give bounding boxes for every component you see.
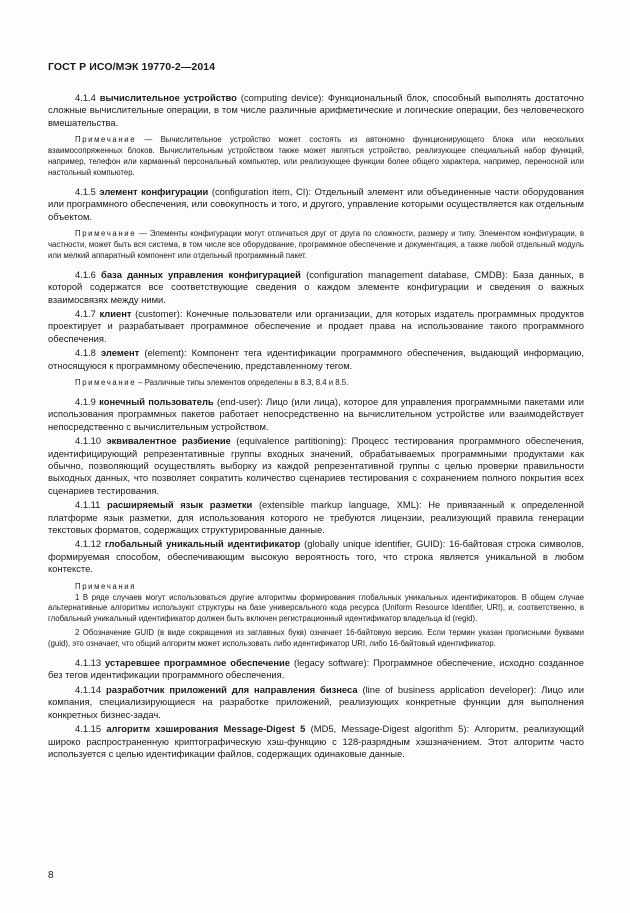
defined-term: алгоритм хэширования Message-Digest 5 xyxy=(106,723,306,735)
definition-text: (computing device): Функциональный блок, способный выполнять достаточно сложные вычислительные операции, в том числе различные арифметические и логические операции, без человеческого вмешательства. xyxy=(48,92,584,128)
defined-term: вычислительное устройство xyxy=(99,92,237,103)
definition-paragraph xyxy=(48,396,584,433)
clause-number: 4.1.5 xyxy=(75,185,96,197)
note-text: — Вычислительное устройство может состоять из автономно функционирующего блока или нескольких взаимосопряженных блоков. Вычислительным устройством также может являться устройство, реализующее специальный набор функций, например, телефон или карманный персональный компьютер, или реализующее функции более общего характера, например, переносной или настольный компьютер. xyxy=(48,135,584,177)
definition-text: (extensible markup language, XML): Не привязанный к определенной платформе язык разметки, для использования которого не требуются лицензии, реализующий правила генерации текстовых форматов, содержащих структурированные данные. xyxy=(48,499,584,535)
clause-number: 4.1.14 xyxy=(75,683,102,695)
note-label: Примечание xyxy=(75,135,137,145)
defined-term: расширяемый язык разметки xyxy=(107,499,253,511)
definition-text: (end-user): Лицо (или лица), которое для управления программными пакетами или использования программных пакетов работает непосредственно на вычислительном устройстве или взаимодействует непосредственно с вычислительным устройством. xyxy=(48,395,585,432)
definition-paragraph xyxy=(48,684,584,721)
clause-number: 4.1.7 xyxy=(75,308,96,319)
defined-term: разработчик приложений для направления бизнеса xyxy=(106,683,358,695)
note xyxy=(48,229,584,262)
definition-text: (configuration item, CI): Отдельный элемент или объединенные части оборудования или программного обеспечения, или совокупность и того, и другого, управление которыми осуществляется как отдельным объектом. xyxy=(48,185,585,222)
clause-number: 4.1.9 xyxy=(75,395,96,407)
definition-paragraph xyxy=(48,269,584,306)
defined-term: устаревшее программное обеспечение xyxy=(105,657,291,669)
definition-text: (configuration management database, CMDB): База данных, в которой содержатся все соответствующие сведения о каждом элементе конфигурации и сведения о важных взаимосвязях между ними. xyxy=(48,268,585,305)
note-text: – Различные типы элементов определены в 8.3, 8.4 и 8.5. xyxy=(136,378,349,388)
definition-text: (customer): Конечные пользователи или организации, для которых издатель программных продуктов проектирует и разрабатывает программное обеспечение и продает права на использование такого программного обеспечения. xyxy=(48,308,584,344)
defined-term: элемент xyxy=(100,347,140,359)
clause-number: 4.1.4 xyxy=(75,92,96,103)
note-item: 1 В ряде случаев могут использоваться другие алгоритмы формирования глобальных уникальных идентификаторов. В общем случае альтернативные алгоритмы используют структуры на базе универсального кода ресурса (Uniform Resource Identifier, URI), и, соответственно, в глобальный уникальный идентификатор должен быть включен регистрационный идентификатор владельца id (regid). xyxy=(48,592,584,624)
clause-number: 4.1.8 xyxy=(75,347,96,359)
note-label: Примечание xyxy=(75,378,137,388)
clause-number: 4.1.15 xyxy=(75,723,102,735)
definition-paragraph xyxy=(48,723,584,760)
definition-paragraph xyxy=(48,499,584,536)
clause-number: 4.1.12 xyxy=(75,538,102,550)
defined-term: конечный пользователь xyxy=(99,395,214,407)
definition-text: (element): Компонент тега идентификации программного обеспечения, выдающий информацию, относящуюся к программному обеспечению, представленному тегом. xyxy=(48,347,584,371)
definition-paragraph xyxy=(48,308,584,345)
note xyxy=(48,135,584,179)
definition-text: (line of business application developer): Лицо или компания, специализирующиеся на разработке приложений, реализующих конкретные функции для выполнения конкретных бизнес-задач. xyxy=(48,683,585,720)
document-header: ГОСТ Р ИСО/МЭК 19770-2—2014 xyxy=(48,61,216,73)
definition-paragraph xyxy=(48,435,584,497)
note-text: — Элементы конфигурации могут отличаться друг от друга по сложности, размеру и типу. Элементом конфигурации, в частности, может быть вся система, в том числе все оборудование, программное обеспечение и документация, а также любой отдельный модуль или мелкий аппаратный компонент или отдельный программный пакет. xyxy=(48,229,584,260)
page-number: 8 xyxy=(48,870,54,881)
definition-paragraph xyxy=(48,538,584,575)
definition-text: (MD5, Message-Digest algorithm 5): Алгоритм, реализующий широко распространенную криптографическую хэш-функцию с 128-разрядным хэшзначением. Этот алгоритм часто используется с целью идентификации файлов, содержащих одинаковые данные. xyxy=(48,723,584,759)
note xyxy=(48,378,584,389)
defined-term: элемент конфигурации xyxy=(99,185,209,197)
clause-number: 4.1.13 xyxy=(75,657,102,669)
defined-term: клиент xyxy=(99,308,132,319)
clause-number: 4.1.10 xyxy=(75,435,102,447)
definition-text: (equivalence partitioning): Процесс тестирования программного обеспечения, идентифицирующий репрезентативные группы входных значений, обрабатываемых программными продуктами как обычно, позволяющий осуществлять выборку из каждой репрезентативной группы с целью проверки правильности выходных данных, что позволяет сократить количество сценариев тестирования с сохранением полного покрытия всех сценариев тестирования. xyxy=(48,435,584,496)
note-item: 2 Обозначение GUID (в виде сокращения из заглавных букв) означает 16-байтовую версию. Если термин указан прописными буквами (guid), это означает, что общий алгоритм может использовать либо идентификатор URI, либо 16-байтовый идентификатор. xyxy=(48,628,584,649)
defined-term: база данных управления конфигурацией xyxy=(101,268,301,280)
clause-number: 4.1.11 xyxy=(75,499,101,511)
definition-paragraph xyxy=(48,657,584,682)
notes-label: Примечания xyxy=(75,581,137,591)
definition-paragraph xyxy=(48,92,584,129)
defined-term: глобальный уникальный идентификатор xyxy=(104,538,301,550)
definition-paragraph xyxy=(48,347,584,372)
notes-heading xyxy=(48,582,584,593)
definition-text: (legacy software): Программное обеспечение, исходно созданное без тегов идентификации программного обеспечения. xyxy=(48,657,584,681)
note-label: Примечание xyxy=(75,229,137,239)
definition-text: (globally unique identifier, GUID): 16-байтовая строка символов, формируемая способом, обеспечивающим высокую вероятность того, что строка является уникальной в любом контексте. xyxy=(48,538,585,575)
defined-term: эквивалентное разбиение xyxy=(106,435,231,447)
clause-number: 4.1.6 xyxy=(75,268,96,280)
document-body xyxy=(48,92,584,766)
definition-paragraph xyxy=(48,186,584,223)
